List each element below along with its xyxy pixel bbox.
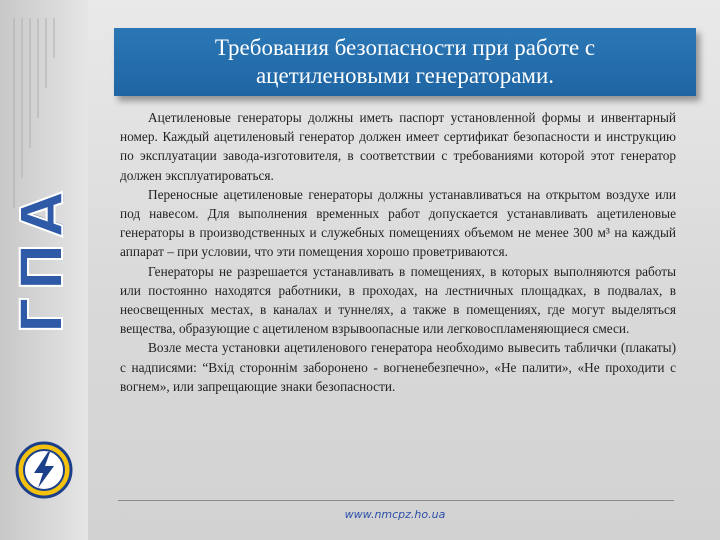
- footer-website-link[interactable]: www.nmcpz.ho.ua: [344, 508, 446, 521]
- paragraph: Возле места установки ацетиленового генератора необходимо вывесить таблички (плакаты) с надписями: “Вхід стороннім заборонено - вогненебезпечно», «Не палити», «Не проходити с вогнем», или запрещающие знаки безопасности.: [120, 340, 676, 394]
- lightning-emblem-icon: [14, 440, 74, 500]
- paragraph: Генераторы не разрешается устанавливать в помещениях, в которых выполняются работы или постоянно находятся работники, в проходах, на лестничных площадках, в подвалах, в неосвещенных местах, в каналах и туннелях, а также в помещениях, где могут выделяться вещества, образующие с ацетиленом взрывоопасные или легковоспламеняющиеся смеси.: [120, 263, 676, 337]
- footer-divider: [118, 500, 674, 501]
- page-title: [114, 28, 696, 96]
- paragraph: Ацетиленовые генераторы должны иметь паспорт установленной формы и инвентарный номер. Каждый ацетиленовый генератор должен имеет сертификат безопасности и инструкцию по эксплуатации завода-изготовителя, в соответствии с требованиями которой этот генератор должен эксплуатироваться.: [120, 110, 676, 183]
- title-line-1: Требования безопасности при работе с: [214, 35, 596, 60]
- left-sidebar: [0, 0, 88, 540]
- paragraph: Переносные ацетиленовые генераторы должны устанавливаться на открытом воздухе или под навесом. Для выполнения временных работ допускается устанавливать ацетиленовые генераторы в производственных и служебных помещениях объемом не менее 300 м³ на каждый аппарат – при условии, что эти помещения хорошо проветриваются.: [120, 186, 676, 260]
- body-text: [120, 108, 676, 396]
- brand-text: ГПА: [8, 185, 77, 335]
- title-line-2: ацетиленовыми генераторами.: [255, 63, 555, 88]
- brand-vertical-text: [8, 180, 77, 340]
